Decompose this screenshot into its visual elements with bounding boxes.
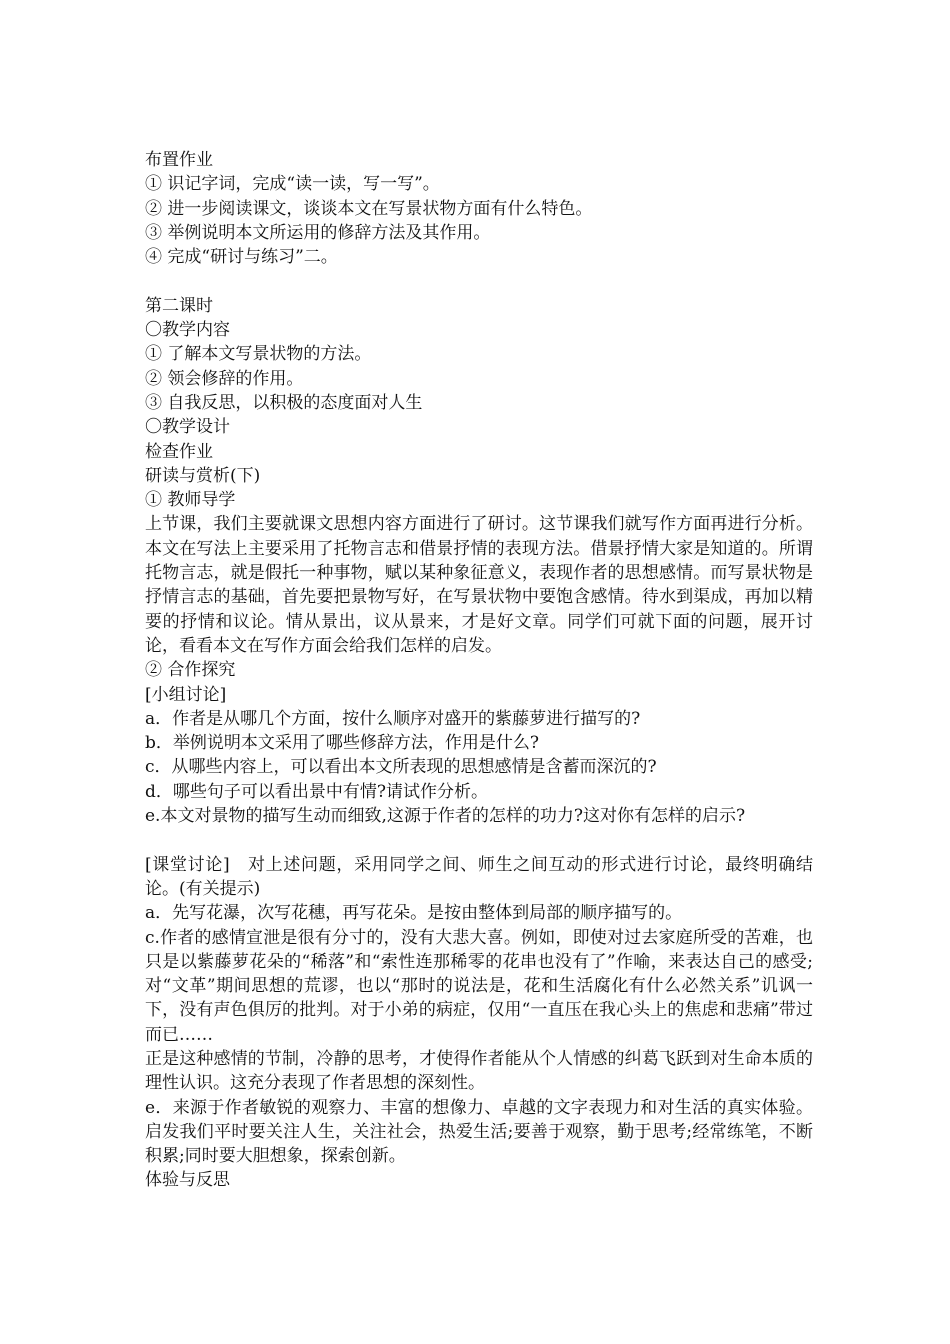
homework-item-1: ① 识记字词，完成“读一读，写一写”。 xyxy=(145,174,440,195)
homework-item-4: ④ 完成“研讨与练习”二。 xyxy=(145,247,338,268)
teaching-content-item-2: ② 领会修辞的作用。 xyxy=(145,368,304,389)
homework-item-3: ③ 举例说明本文所运用的修辞方法及其作用。 xyxy=(145,222,491,243)
spacer xyxy=(145,828,813,852)
group-discussion-label: [小组讨论] xyxy=(145,684,227,705)
answer-a: a．先写花瀑，次写花穗，再写花朵。是按由整体到局部的顺序描写的。 xyxy=(145,903,683,924)
question-c: c．从哪些内容上，可以看出本文所表现的思想感情是含蓄而深沉的? xyxy=(145,757,657,778)
question-b: b．举例说明本文采用了哪些修辞方法，作用是什么? xyxy=(145,733,539,754)
lesson-heading: 第二课时 xyxy=(145,295,213,316)
teaching-design-heading: 〇教学设计 xyxy=(145,417,230,438)
answer-e: e．来源于作者敏锐的观察力、丰富的想像力、卓越的文字表现力和对生活的真实体验。启发我们平时要关注人生，关注社会，热爱生活;要善于观察，勤于思考;经常练笔，不断积累;同时要大胆想象，探索创新。 xyxy=(145,1097,813,1167)
cooperative-heading: ② 合作探究 xyxy=(145,660,236,681)
check-homework-heading: 检查作业 xyxy=(145,441,213,462)
teacher-guide-heading: ① 教师导学 xyxy=(145,490,236,511)
section-heading-homework: 布置作业 xyxy=(145,150,213,170)
teaching-content-heading: 〇教学内容 xyxy=(145,320,230,341)
reflection-paragraph: 正是这种感情的节制，冷静的思考，才使得作者能从个人情感的纠葛飞跃到对生命本质的理性认识。这充分表现了作者思想的深刻性。 xyxy=(145,1048,813,1094)
spacer xyxy=(145,269,813,293)
question-e: e.本文对景物的描写生动而细致,这源于作者的怎样的功力?这对你有怎样的启示? xyxy=(145,806,746,827)
question-a: a．作者是从哪几个方面，按什么顺序对盛开的紫藤萝进行描写的? xyxy=(145,708,641,729)
document-body xyxy=(145,148,813,1193)
question-d: d．哪些句子可以看出景中有情?请试作分析。 xyxy=(145,781,488,802)
experience-reflection-heading: 体验与反思 xyxy=(145,1170,230,1191)
homework-item-2: ② 进一步阅读课文，谈谈本文在写景状物方面有什么特色。 xyxy=(145,198,593,219)
class-discussion-paragraph: [课堂讨论] 对上述问题，采用同学之间、师生之间互动的形式进行讨论，最终明确结论。(有关提示) xyxy=(145,854,813,899)
teaching-content-item-1: ① 了解本文写景状物的方法。 xyxy=(145,344,372,365)
teacher-guide-paragraph: 上节课，我们主要就课文思想内容方面进行了研讨。这节课我们就写作方面再进行分析。本文在写法上主要采用了托物言志和借景抒情的表现方法。借景抒情大家是知道的。所谓托物言志，就是假托一种事物，赋以某种象征意义，表现作者的思想感情。而写景状物是抒情言志的基础，首先要把景物写好，在写景状物中要饱含感情。待水到渠成，再加以精要的抒情和议论。情从景出，议从景来，才是好文章。同学们可就下面的问题，展开讨论，看看本文在写作方面会给我们怎样的启发。 xyxy=(145,514,813,656)
answer-c: c.作者的感情宣泄是很有分寸的，没有大悲大喜。例如，即使对过去家庭所受的苦难，也只是以紫藤萝花朵的“稀落”和“索性连那稀零的花串也没有了”作喻，来表达自己的感受;对“文革”期间思想的荒谬，也以“那时的说法是，花和生活腐化有什么必然关系”讥讽一下，没有声色俱厉的批判。对于小弟的病症，仅用“一直压在我心头上的焦虑和悲痛”带过而已…… xyxy=(145,927,813,1045)
teaching-content-item-3: ③ 自我反思，以积极的态度面对人生 xyxy=(145,392,423,413)
study-analysis-heading: 研读与赏析(下) xyxy=(145,465,261,486)
